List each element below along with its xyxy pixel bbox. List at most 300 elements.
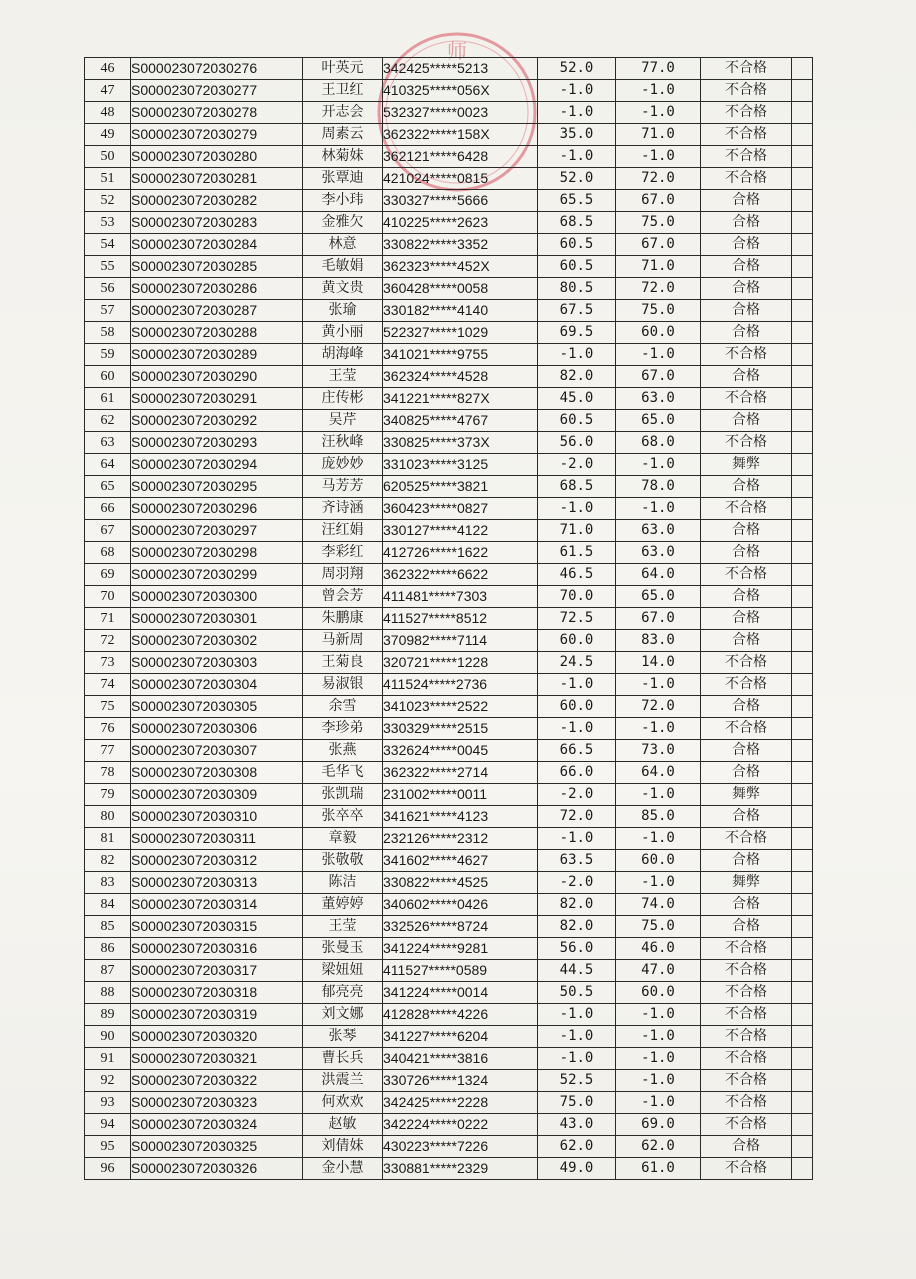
candidate-name: 易淑银 bbox=[303, 674, 383, 696]
candidate-name: 开志会 bbox=[303, 102, 383, 124]
row-number: 46 bbox=[85, 58, 131, 80]
candidate-name: 张凯瑞 bbox=[303, 784, 383, 806]
result: 合格 bbox=[701, 894, 792, 916]
candidate-name: 汪红娟 bbox=[303, 520, 383, 542]
exam-id: S000023072030281 bbox=[131, 168, 303, 190]
empty-cell bbox=[792, 872, 813, 894]
candidate-name: 胡海峰 bbox=[303, 344, 383, 366]
empty-cell bbox=[792, 344, 813, 366]
id-card-number: 430223*****7226 bbox=[383, 1136, 538, 1158]
id-card-number: 412726*****1622 bbox=[383, 542, 538, 564]
score-2: 65.0 bbox=[616, 410, 701, 432]
score-2: 64.0 bbox=[616, 564, 701, 586]
table-row bbox=[85, 388, 813, 410]
row-number: 69 bbox=[85, 564, 131, 586]
score-2: -1.0 bbox=[616, 828, 701, 850]
exam-id: S000023072030310 bbox=[131, 806, 303, 828]
exam-id: S000023072030309 bbox=[131, 784, 303, 806]
row-number: 77 bbox=[85, 740, 131, 762]
score-1: 68.5 bbox=[538, 212, 616, 234]
row-number: 51 bbox=[85, 168, 131, 190]
id-card-number: 340825*****4767 bbox=[383, 410, 538, 432]
row-number: 72 bbox=[85, 630, 131, 652]
exam-id: S000023072030297 bbox=[131, 520, 303, 542]
empty-cell bbox=[792, 300, 813, 322]
row-number: 70 bbox=[85, 586, 131, 608]
row-number: 87 bbox=[85, 960, 131, 982]
score-2: 72.0 bbox=[616, 278, 701, 300]
table-row bbox=[85, 58, 813, 80]
candidate-name: 章毅 bbox=[303, 828, 383, 850]
score-2: 60.0 bbox=[616, 322, 701, 344]
score-1: 68.5 bbox=[538, 476, 616, 498]
candidate-name: 庞妙妙 bbox=[303, 454, 383, 476]
table-row bbox=[85, 300, 813, 322]
candidate-name: 张覃迪 bbox=[303, 168, 383, 190]
score-2: 67.0 bbox=[616, 366, 701, 388]
candidate-name: 李珍弟 bbox=[303, 718, 383, 740]
result: 不合格 bbox=[701, 718, 792, 740]
score-1: 60.0 bbox=[538, 696, 616, 718]
empty-cell bbox=[792, 1026, 813, 1048]
table-row bbox=[85, 630, 813, 652]
row-number: 52 bbox=[85, 190, 131, 212]
score-2: -1.0 bbox=[616, 344, 701, 366]
empty-cell bbox=[792, 850, 813, 872]
table-row bbox=[85, 542, 813, 564]
id-card-number: 360423*****0827 bbox=[383, 498, 538, 520]
candidate-name: 金小慧 bbox=[303, 1158, 383, 1180]
row-number: 50 bbox=[85, 146, 131, 168]
row-number: 67 bbox=[85, 520, 131, 542]
result: 合格 bbox=[701, 234, 792, 256]
exam-id: S000023072030289 bbox=[131, 344, 303, 366]
table-row bbox=[85, 938, 813, 960]
id-card-number: 341227*****6204 bbox=[383, 1026, 538, 1048]
table-row bbox=[85, 674, 813, 696]
candidate-name: 曹长兵 bbox=[303, 1048, 383, 1070]
row-number: 57 bbox=[85, 300, 131, 322]
exam-id: S000023072030278 bbox=[131, 102, 303, 124]
result: 合格 bbox=[701, 806, 792, 828]
empty-cell bbox=[792, 124, 813, 146]
score-2: -1.0 bbox=[616, 784, 701, 806]
result: 不合格 bbox=[701, 432, 792, 454]
row-number: 61 bbox=[85, 388, 131, 410]
score-1: 45.0 bbox=[538, 388, 616, 410]
id-card-number: 360428*****0058 bbox=[383, 278, 538, 300]
row-number: 74 bbox=[85, 674, 131, 696]
row-number: 85 bbox=[85, 916, 131, 938]
table-row bbox=[85, 586, 813, 608]
empty-cell bbox=[792, 498, 813, 520]
result: 合格 bbox=[701, 520, 792, 542]
result: 合格 bbox=[701, 608, 792, 630]
candidate-name: 陈洁 bbox=[303, 872, 383, 894]
exam-id: S000023072030276 bbox=[131, 58, 303, 80]
exam-id: S000023072030303 bbox=[131, 652, 303, 674]
exam-id: S000023072030296 bbox=[131, 498, 303, 520]
score-1: 71.0 bbox=[538, 520, 616, 542]
score-2: 72.0 bbox=[616, 696, 701, 718]
row-number: 89 bbox=[85, 1004, 131, 1026]
result: 不合格 bbox=[701, 102, 792, 124]
exam-id: S000023072030305 bbox=[131, 696, 303, 718]
candidate-name: 吴芹 bbox=[303, 410, 383, 432]
candidate-name: 张琴 bbox=[303, 1026, 383, 1048]
score-1: 52.0 bbox=[538, 168, 616, 190]
candidate-name: 洪震兰 bbox=[303, 1070, 383, 1092]
id-card-number: 341221*****827X bbox=[383, 388, 538, 410]
id-card-number: 341224*****9281 bbox=[383, 938, 538, 960]
exam-id: S000023072030316 bbox=[131, 938, 303, 960]
empty-cell bbox=[792, 916, 813, 938]
score-2: 74.0 bbox=[616, 894, 701, 916]
table-row bbox=[85, 366, 813, 388]
exam-id: S000023072030319 bbox=[131, 1004, 303, 1026]
score-1: 72.0 bbox=[538, 806, 616, 828]
result: 合格 bbox=[701, 542, 792, 564]
exam-id: S000023072030280 bbox=[131, 146, 303, 168]
id-card-number: 362121*****6428 bbox=[383, 146, 538, 168]
row-number: 80 bbox=[85, 806, 131, 828]
score-1: 69.5 bbox=[538, 322, 616, 344]
empty-cell bbox=[792, 894, 813, 916]
id-card-number: 620525*****3821 bbox=[383, 476, 538, 498]
score-2: 68.0 bbox=[616, 432, 701, 454]
empty-cell bbox=[792, 718, 813, 740]
exam-id: S000023072030301 bbox=[131, 608, 303, 630]
exam-id: S000023072030279 bbox=[131, 124, 303, 146]
score-2: 61.0 bbox=[616, 1158, 701, 1180]
empty-cell bbox=[792, 806, 813, 828]
empty-cell bbox=[792, 278, 813, 300]
exam-id: S000023072030277 bbox=[131, 80, 303, 102]
exam-id: S000023072030312 bbox=[131, 850, 303, 872]
result: 不合格 bbox=[701, 80, 792, 102]
score-2: 62.0 bbox=[616, 1136, 701, 1158]
score-2: -1.0 bbox=[616, 454, 701, 476]
table-row bbox=[85, 784, 813, 806]
score-1: 56.0 bbox=[538, 432, 616, 454]
table-body bbox=[85, 58, 813, 1180]
table-row bbox=[85, 850, 813, 872]
id-card-number: 362322*****2714 bbox=[383, 762, 538, 784]
candidate-name: 赵敏 bbox=[303, 1114, 383, 1136]
table-row bbox=[85, 102, 813, 124]
table-row bbox=[85, 696, 813, 718]
row-number: 47 bbox=[85, 80, 131, 102]
empty-cell bbox=[792, 608, 813, 630]
candidate-name: 齐诗涵 bbox=[303, 498, 383, 520]
score-2: -1.0 bbox=[616, 1092, 701, 1114]
score-1: 60.5 bbox=[538, 234, 616, 256]
score-1: -2.0 bbox=[538, 454, 616, 476]
candidate-name: 毛敏娟 bbox=[303, 256, 383, 278]
exam-id: S000023072030322 bbox=[131, 1070, 303, 1092]
score-2: -1.0 bbox=[616, 674, 701, 696]
row-number: 82 bbox=[85, 850, 131, 872]
result: 不合格 bbox=[701, 146, 792, 168]
empty-cell bbox=[792, 564, 813, 586]
row-number: 79 bbox=[85, 784, 131, 806]
result: 合格 bbox=[701, 850, 792, 872]
empty-cell bbox=[792, 630, 813, 652]
row-number: 59 bbox=[85, 344, 131, 366]
score-1: -1.0 bbox=[538, 1048, 616, 1070]
id-card-number: 330329*****2515 bbox=[383, 718, 538, 740]
row-number: 88 bbox=[85, 982, 131, 1004]
result: 不合格 bbox=[701, 1048, 792, 1070]
seal-char: 师 bbox=[447, 39, 467, 63]
score-2: 69.0 bbox=[616, 1114, 701, 1136]
score-2: 47.0 bbox=[616, 960, 701, 982]
score-1: 49.0 bbox=[538, 1158, 616, 1180]
result: 不合格 bbox=[701, 344, 792, 366]
empty-cell bbox=[792, 542, 813, 564]
empty-cell bbox=[792, 652, 813, 674]
result: 不合格 bbox=[701, 1070, 792, 1092]
empty-cell bbox=[792, 1136, 813, 1158]
exam-id: S000023072030318 bbox=[131, 982, 303, 1004]
score-1: 82.0 bbox=[538, 894, 616, 916]
score-1: 24.5 bbox=[538, 652, 616, 674]
score-1: -2.0 bbox=[538, 872, 616, 894]
result: 舞弊 bbox=[701, 784, 792, 806]
table-row bbox=[85, 1004, 813, 1026]
table-row bbox=[85, 806, 813, 828]
result: 合格 bbox=[701, 630, 792, 652]
exam-id: S000023072030321 bbox=[131, 1048, 303, 1070]
id-card-number: 411481*****7303 bbox=[383, 586, 538, 608]
table-row bbox=[85, 608, 813, 630]
table-row bbox=[85, 564, 813, 586]
empty-cell bbox=[792, 828, 813, 850]
score-2: 64.0 bbox=[616, 762, 701, 784]
candidate-name: 王卫红 bbox=[303, 80, 383, 102]
score-1: -1.0 bbox=[538, 498, 616, 520]
empty-cell bbox=[792, 432, 813, 454]
table-row bbox=[85, 234, 813, 256]
results-table bbox=[84, 57, 813, 1180]
result: 合格 bbox=[701, 366, 792, 388]
table-row bbox=[85, 894, 813, 916]
row-number: 53 bbox=[85, 212, 131, 234]
score-1: 82.0 bbox=[538, 916, 616, 938]
table-row bbox=[85, 718, 813, 740]
row-number: 58 bbox=[85, 322, 131, 344]
score-2: 14.0 bbox=[616, 652, 701, 674]
candidate-name: 周素云 bbox=[303, 124, 383, 146]
empty-cell bbox=[792, 168, 813, 190]
id-card-number: 341602*****4627 bbox=[383, 850, 538, 872]
table-row bbox=[85, 454, 813, 476]
result: 不合格 bbox=[701, 938, 792, 960]
id-card-number: 341621*****4123 bbox=[383, 806, 538, 828]
id-card-number: 412828*****4226 bbox=[383, 1004, 538, 1026]
candidate-name: 曾会芳 bbox=[303, 586, 383, 608]
id-card-number: 341023*****2522 bbox=[383, 696, 538, 718]
row-number: 75 bbox=[85, 696, 131, 718]
empty-cell bbox=[792, 1114, 813, 1136]
id-card-number: 411524*****2736 bbox=[383, 674, 538, 696]
exam-id: S000023072030308 bbox=[131, 762, 303, 784]
id-card-number: 342224*****0222 bbox=[383, 1114, 538, 1136]
table-row bbox=[85, 652, 813, 674]
exam-id: S000023072030294 bbox=[131, 454, 303, 476]
id-card-number: 362322*****158X bbox=[383, 124, 538, 146]
row-number: 93 bbox=[85, 1092, 131, 1114]
exam-id: S000023072030299 bbox=[131, 564, 303, 586]
row-number: 49 bbox=[85, 124, 131, 146]
score-2: 71.0 bbox=[616, 256, 701, 278]
exam-id: S000023072030287 bbox=[131, 300, 303, 322]
score-2: 60.0 bbox=[616, 850, 701, 872]
table-row bbox=[85, 80, 813, 102]
candidate-name: 周羽翔 bbox=[303, 564, 383, 586]
id-card-number: 522327*****1029 bbox=[383, 322, 538, 344]
empty-cell bbox=[792, 1004, 813, 1026]
score-2: 75.0 bbox=[616, 212, 701, 234]
row-number: 81 bbox=[85, 828, 131, 850]
exam-id: S000023072030315 bbox=[131, 916, 303, 938]
score-2: 63.0 bbox=[616, 542, 701, 564]
score-1: -1.0 bbox=[538, 102, 616, 124]
exam-id: S000023072030302 bbox=[131, 630, 303, 652]
result: 不合格 bbox=[701, 388, 792, 410]
score-2: 67.0 bbox=[616, 608, 701, 630]
id-card-number: 330726*****1324 bbox=[383, 1070, 538, 1092]
exam-id: S000023072030286 bbox=[131, 278, 303, 300]
exam-id: S000023072030324 bbox=[131, 1114, 303, 1136]
result: 合格 bbox=[701, 916, 792, 938]
exam-id: S000023072030300 bbox=[131, 586, 303, 608]
exam-id: S000023072030282 bbox=[131, 190, 303, 212]
empty-cell bbox=[792, 674, 813, 696]
score-2: -1.0 bbox=[616, 1048, 701, 1070]
table-row bbox=[85, 520, 813, 542]
exam-id: S000023072030304 bbox=[131, 674, 303, 696]
score-2: 78.0 bbox=[616, 476, 701, 498]
score-1: -1.0 bbox=[538, 718, 616, 740]
row-number: 90 bbox=[85, 1026, 131, 1048]
id-card-number: 330182*****4140 bbox=[383, 300, 538, 322]
empty-cell bbox=[792, 366, 813, 388]
candidate-name: 刘文娜 bbox=[303, 1004, 383, 1026]
candidate-name: 王莹 bbox=[303, 366, 383, 388]
score-2: 63.0 bbox=[616, 388, 701, 410]
score-1: 72.5 bbox=[538, 608, 616, 630]
score-1: 52.5 bbox=[538, 1070, 616, 1092]
candidate-name: 李彩红 bbox=[303, 542, 383, 564]
result: 不合格 bbox=[701, 1026, 792, 1048]
score-2: -1.0 bbox=[616, 1070, 701, 1092]
empty-cell bbox=[792, 1048, 813, 1070]
score-1: -1.0 bbox=[538, 146, 616, 168]
result: 合格 bbox=[701, 278, 792, 300]
table-row bbox=[85, 740, 813, 762]
table-row bbox=[85, 476, 813, 498]
table-row bbox=[85, 410, 813, 432]
score-2: 77.0 bbox=[616, 58, 701, 80]
table-row bbox=[85, 1026, 813, 1048]
result: 合格 bbox=[701, 322, 792, 344]
result: 合格 bbox=[701, 410, 792, 432]
id-card-number: 362324*****4528 bbox=[383, 366, 538, 388]
table-row bbox=[85, 168, 813, 190]
table-row bbox=[85, 916, 813, 938]
empty-cell bbox=[792, 784, 813, 806]
score-2: 73.0 bbox=[616, 740, 701, 762]
score-2: 65.0 bbox=[616, 586, 701, 608]
exam-id: S000023072030320 bbox=[131, 1026, 303, 1048]
score-1: 50.5 bbox=[538, 982, 616, 1004]
result: 不合格 bbox=[701, 1092, 792, 1114]
empty-cell bbox=[792, 58, 813, 80]
candidate-name: 何欢欢 bbox=[303, 1092, 383, 1114]
score-1: 60.0 bbox=[538, 630, 616, 652]
score-2: -1.0 bbox=[616, 1026, 701, 1048]
candidate-name: 刘倩妹 bbox=[303, 1136, 383, 1158]
empty-cell bbox=[792, 454, 813, 476]
id-card-number: 411527*****8512 bbox=[383, 608, 538, 630]
row-number: 64 bbox=[85, 454, 131, 476]
score-1: 63.5 bbox=[538, 850, 616, 872]
result: 合格 bbox=[701, 740, 792, 762]
score-1: 67.5 bbox=[538, 300, 616, 322]
result: 合格 bbox=[701, 696, 792, 718]
empty-cell bbox=[792, 190, 813, 212]
candidate-name: 梁妞妞 bbox=[303, 960, 383, 982]
id-card-number: 362323*****452X bbox=[383, 256, 538, 278]
candidate-name: 郁亮亮 bbox=[303, 982, 383, 1004]
score-2: -1.0 bbox=[616, 718, 701, 740]
table-row bbox=[85, 762, 813, 784]
exam-id: S000023072030291 bbox=[131, 388, 303, 410]
exam-id: S000023072030285 bbox=[131, 256, 303, 278]
empty-cell bbox=[792, 146, 813, 168]
exam-id: S000023072030323 bbox=[131, 1092, 303, 1114]
result: 合格 bbox=[701, 762, 792, 784]
row-number: 95 bbox=[85, 1136, 131, 1158]
score-2: 60.0 bbox=[616, 982, 701, 1004]
score-1: 75.0 bbox=[538, 1092, 616, 1114]
exam-id: S000023072030288 bbox=[131, 322, 303, 344]
table-row bbox=[85, 322, 813, 344]
score-2: 83.0 bbox=[616, 630, 701, 652]
id-card-number: 330822*****3352 bbox=[383, 234, 538, 256]
row-number: 83 bbox=[85, 872, 131, 894]
row-number: 92 bbox=[85, 1070, 131, 1092]
score-1: 65.5 bbox=[538, 190, 616, 212]
row-number: 76 bbox=[85, 718, 131, 740]
score-2: -1.0 bbox=[616, 146, 701, 168]
candidate-name: 庄传彬 bbox=[303, 388, 383, 410]
result: 合格 bbox=[701, 586, 792, 608]
score-1: -2.0 bbox=[538, 784, 616, 806]
score-2: 67.0 bbox=[616, 190, 701, 212]
candidate-name: 林菊妹 bbox=[303, 146, 383, 168]
exam-id: S000023072030290 bbox=[131, 366, 303, 388]
result: 不合格 bbox=[701, 1158, 792, 1180]
empty-cell bbox=[792, 982, 813, 1004]
candidate-name: 张曼玉 bbox=[303, 938, 383, 960]
table-row bbox=[85, 190, 813, 212]
table-row bbox=[85, 344, 813, 366]
result: 舞弊 bbox=[701, 454, 792, 476]
id-card-number: 421024*****0815 bbox=[383, 168, 538, 190]
score-1: 35.0 bbox=[538, 124, 616, 146]
